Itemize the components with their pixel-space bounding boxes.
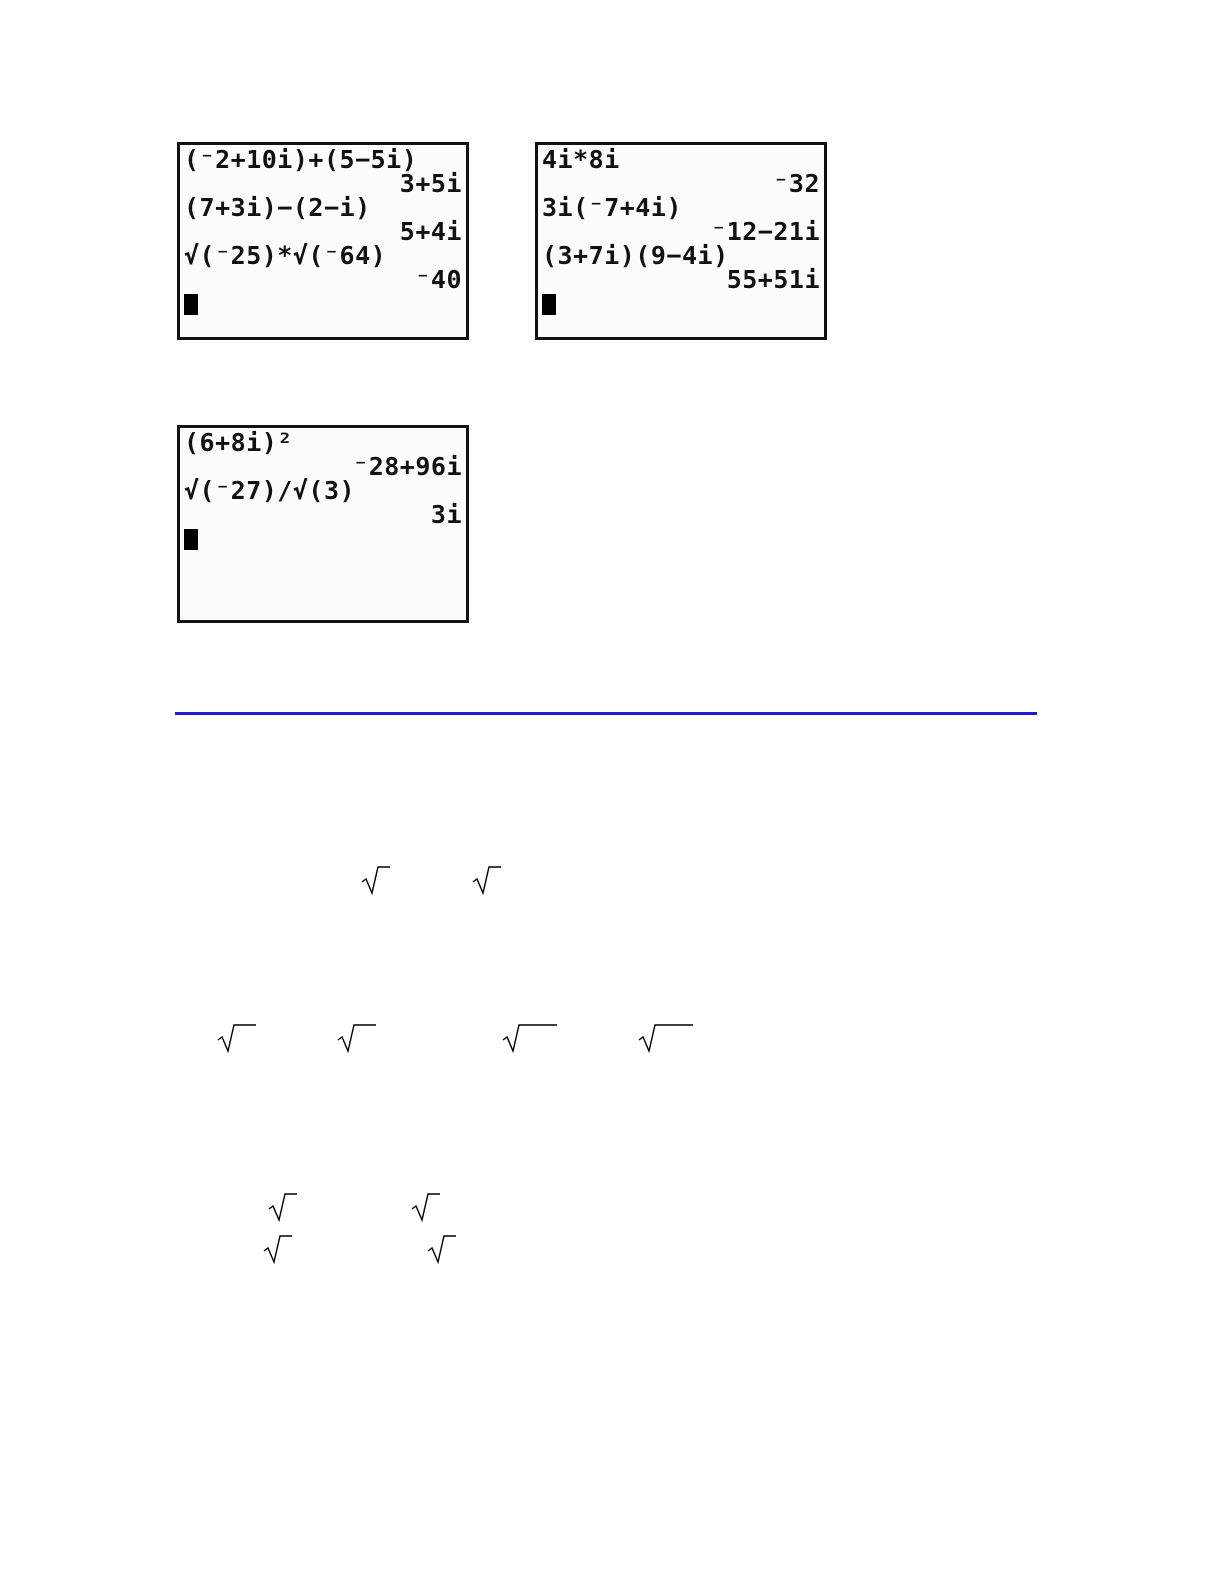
cursor-block-icon xyxy=(184,294,198,315)
square-root-icon xyxy=(410,1193,442,1223)
cursor-block-icon xyxy=(184,529,198,550)
screen-2-expression-1: 4i*8i xyxy=(542,145,620,174)
square-root-icon xyxy=(267,1193,299,1223)
screen-1-expression-3: √(⁻25)*√(⁻64) xyxy=(184,241,387,270)
screen-2-result-1: ⁻32 xyxy=(773,169,820,198)
screen-2-expression-2: 3i(⁻7+4i) xyxy=(542,193,682,222)
screen-1-expression-2: (7+3i)−(2−i) xyxy=(184,193,371,222)
cursor-block-icon xyxy=(542,294,556,315)
screen-1-expression-1: (⁻2+10i)+(5−5i) xyxy=(184,145,418,174)
calculator-screen-2 xyxy=(535,142,827,340)
square-root-icon xyxy=(216,1024,258,1054)
screen-1-result-3: ⁻40 xyxy=(415,265,462,294)
screen-2-result-2: ⁻12−21i xyxy=(711,217,820,246)
square-root-icon xyxy=(637,1024,695,1054)
square-root-icon xyxy=(426,1235,458,1265)
screen-3-result-2: 3i xyxy=(430,500,462,529)
square-root-icon xyxy=(471,866,503,896)
section-divider xyxy=(175,712,1037,715)
calculator-screen-3 xyxy=(177,425,469,623)
square-root-icon xyxy=(501,1024,559,1054)
square-root-icon xyxy=(360,866,392,896)
screen-3-result-1: ⁻28+96i xyxy=(353,452,462,481)
screen-1-result-1: 3+5i xyxy=(399,169,462,198)
square-root-icon xyxy=(336,1024,378,1054)
screen-2-expression-3: (3+7i)(9−4i) xyxy=(542,241,729,270)
calculator-screen-1 xyxy=(177,142,469,340)
screen-3-expression-2: √(⁻27)/√(3) xyxy=(184,476,356,505)
screen-1-result-2: 5+4i xyxy=(399,217,462,246)
screen-2-result-3: 55+51i xyxy=(726,265,820,294)
screen-3-expression-1: (6+8i)² xyxy=(184,428,293,457)
square-root-icon xyxy=(262,1235,294,1265)
